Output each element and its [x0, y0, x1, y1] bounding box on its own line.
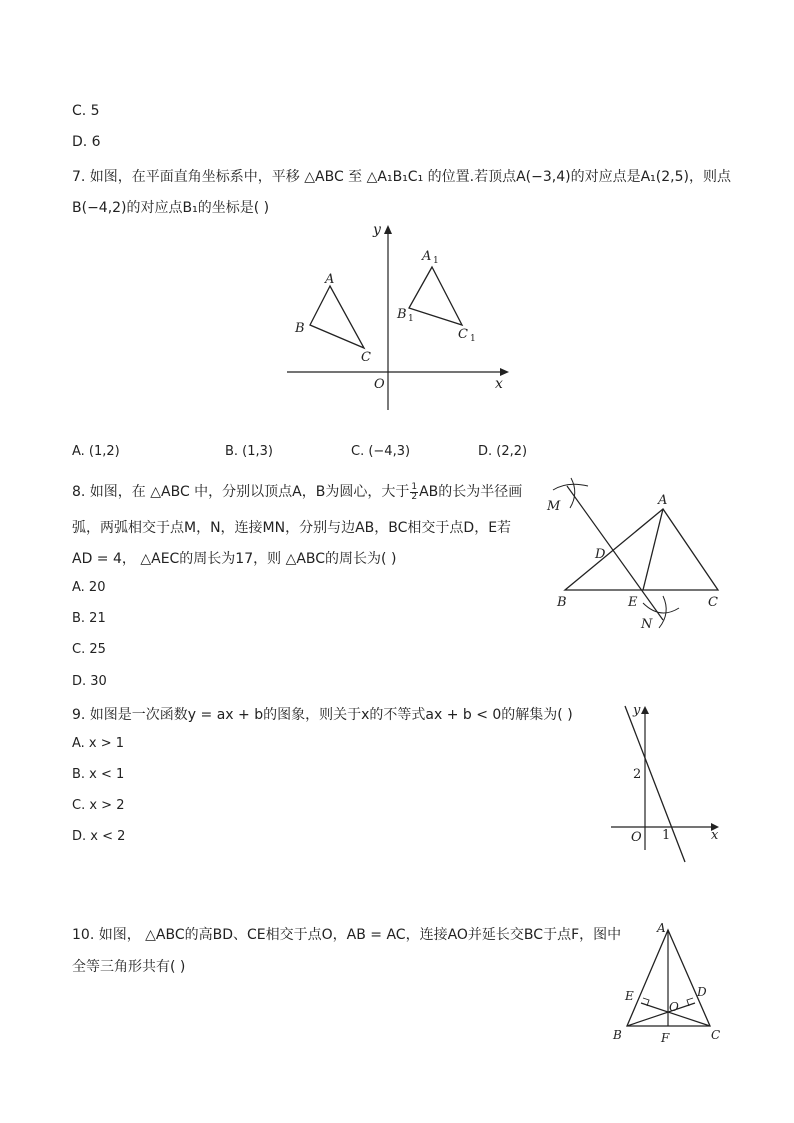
label-a1: A	[422, 249, 432, 264]
label-b1-subscript: 1	[408, 314, 414, 324]
label-n: N	[641, 617, 653, 632]
arc-n-1	[643, 603, 679, 613]
option-c-q6: C. 5	[72, 103, 100, 119]
q9-option-b: B. x < 1	[72, 767, 125, 782]
label-b: B	[557, 595, 567, 610]
question-8-line-2: 弧，两弧相交于点M，N，连接MN，分别与边AB，BC相交于点D，E若	[72, 520, 512, 536]
origin-label: O	[631, 830, 642, 845]
q9-option-d: D. x < 2	[72, 829, 126, 844]
label-c1: C	[458, 327, 468, 342]
question-8-figure	[543, 478, 733, 638]
q8-option-c: C. 25	[72, 642, 106, 657]
fraction-numerator: 1	[411, 481, 418, 492]
q7-option-d: D. (2,2)	[478, 444, 528, 459]
y-axis-arrow	[384, 225, 392, 234]
label-c: C	[708, 595, 718, 610]
question-9-figure	[605, 700, 735, 870]
altitude-bd	[627, 1003, 695, 1026]
label-d: D	[595, 547, 606, 562]
label-c1-subscript: 1	[470, 334, 476, 344]
label-e: E	[625, 989, 634, 1003]
label-a: A	[325, 272, 335, 287]
y-axis-label: y	[633, 703, 641, 718]
question-8-line-1	[72, 481, 522, 502]
q9-option-c: C. x > 2	[72, 798, 125, 813]
segment-ae	[643, 509, 663, 590]
arc-m-1	[553, 484, 588, 490]
label-e: E	[628, 595, 638, 610]
x-axis-arrow	[500, 368, 509, 376]
label-a1-subscript: 1	[433, 256, 439, 266]
label-m: M	[547, 499, 561, 514]
question-8-line-3: AD = 4， △AEC的周长为17，则 △ABC的周长为( )	[72, 551, 397, 567]
x-intercept-label: 1	[662, 828, 671, 843]
triangle-a1b1c1	[409, 267, 462, 325]
label-b: B	[613, 1028, 622, 1042]
arc-n-2	[659, 596, 666, 628]
label-b: B	[295, 321, 305, 336]
label-c: C	[711, 1028, 721, 1042]
q8-option-a: A. 20	[72, 580, 106, 595]
label-f: F	[661, 1031, 670, 1045]
q7-option-b: B. (1,3)	[225, 444, 274, 459]
line-mn	[567, 486, 663, 620]
q8-option-d: D. 30	[72, 674, 107, 689]
label-d: D	[697, 985, 707, 999]
question-10-line-2: 全等三角形共有( )	[72, 959, 186, 975]
question-7-figure	[285, 222, 515, 412]
q8-line1-part-a: 8. 如图，在 △ABC 中，分别以顶点A，B为圆心，大于	[72, 484, 410, 500]
y-intercept-label: 2	[633, 767, 642, 782]
fraction-one-half	[410, 483, 418, 502]
q9-option-a: A. x > 1	[72, 736, 125, 751]
label-a: A	[658, 493, 668, 508]
label-b1: B	[397, 307, 407, 322]
option-d-q6: D. 6	[72, 134, 101, 150]
question-9-line-1: 9. 如图是一次函数y = ax + b的图象，则关于x的不等式ax + b < 0的解集为( )	[72, 707, 573, 723]
origin-label: O	[374, 377, 385, 392]
triangle-abc	[310, 286, 364, 348]
question-10-figure	[605, 918, 725, 1048]
x-axis-label: x	[495, 376, 503, 392]
label-a: A	[657, 921, 666, 935]
question-10-line-1: 10. 如图， △ABC的高BD、CE相交于点O，AB = AC，连接AO并延长交BC于点F，图中	[72, 927, 622, 943]
label-o: O	[669, 1000, 679, 1014]
question-7-line-1: 7. 如图，在平面直角坐标系中，平移 △ABC 至 △A₁B₁C₁ 的位置.若顶点A(−3,4)的对应点是A₁(2,5)，则点	[72, 169, 731, 185]
x-axis-label: x	[711, 828, 719, 843]
question-7-line-2: B(−4,2)的对应点B₁的坐标是( )	[72, 200, 270, 216]
fraction-denominator: 2	[411, 491, 418, 502]
q7-option-a: A. (1,2)	[72, 444, 120, 459]
q7-option-c: C. (−4,3)	[351, 444, 411, 459]
label-c: C	[361, 350, 371, 365]
y-axis-arrow	[641, 706, 649, 714]
q8-option-b: B. 21	[72, 611, 106, 626]
triangle-abc	[565, 509, 718, 590]
y-axis-label: y	[373, 222, 381, 238]
q8-line1-part-b: AB的长为半径画	[419, 484, 523, 500]
